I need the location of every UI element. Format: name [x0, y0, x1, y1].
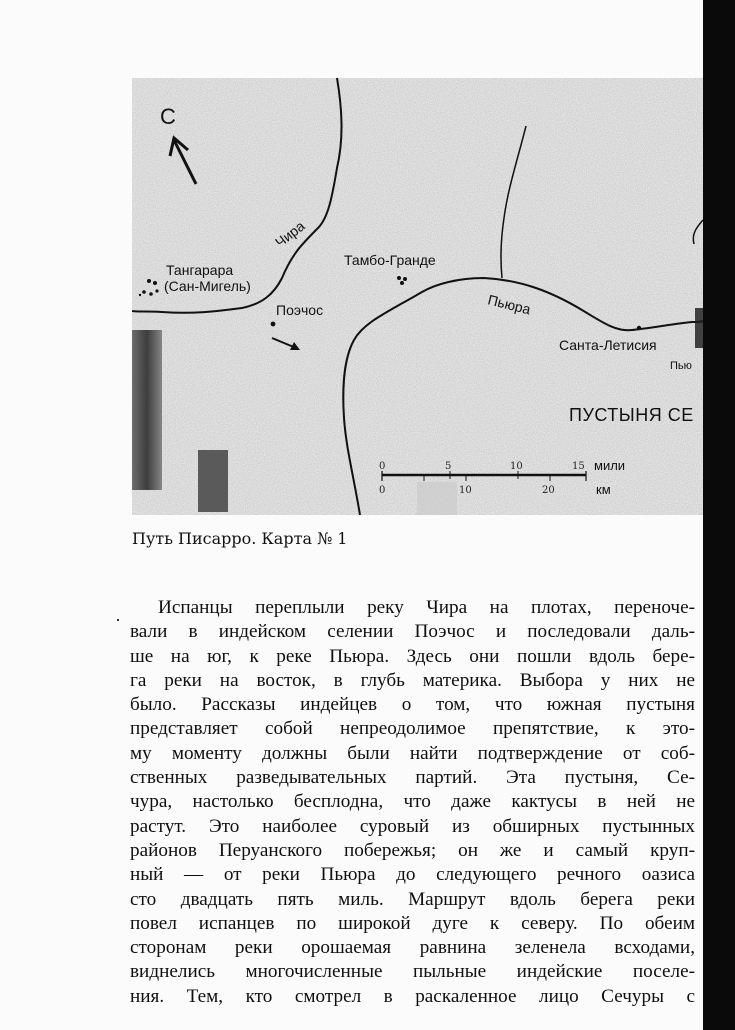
scale-mile-5: 5 [445, 461, 452, 472]
scale-km-20: 20 [542, 485, 555, 496]
scale-mile-15: 15 [572, 461, 585, 472]
paragraph-line: районов Перуанского побережья; он же и самый круп- [130, 839, 695, 861]
place-cut-off-label: Пью [670, 360, 692, 372]
place-tangarara: Тангарара [166, 262, 234, 278]
scan-artifact-left [132, 330, 162, 490]
paragraph-line: повел испанцев по широкой дуге к северу. По обеим [130, 912, 695, 934]
paragraph-line: Испанцы переплыли реку Чира на плотах, переноче- [158, 597, 695, 618]
place-tambo-grande: Тамбо-Гранде [344, 252, 436, 268]
paragraph-line: ственных разведывательных партий. Эта пустыня, Се- [130, 767, 695, 789]
paragraph-line: ния. Тем, кто смотрел в раскаленное лицо Сечуры с [130, 985, 695, 1007]
route-map [132, 78, 703, 515]
scan-speck [117, 619, 119, 621]
santa-leticia-settlement-icon [637, 326, 641, 330]
scan-artifact-right [695, 308, 703, 348]
paragraph-line: ше на юг, к реке Пьюра. Здесь они пошли вдоль бере- [130, 645, 695, 667]
map-canvas [132, 78, 703, 515]
scale-mile-0: 0 [379, 461, 386, 472]
paragraph-line: му моменту должны были найти подтверждение от соб- [130, 742, 695, 764]
north-letter: С [160, 104, 176, 129]
paragraph-line: ный — от реки Пьюра до следующего речного оазиса [130, 864, 695, 886]
paragraph-line: виднелись многочисленные пыльные индейские поселе- [130, 961, 695, 983]
paragraph-line: представляет собой непреодолимое препятствие, к это- [130, 718, 695, 740]
scale-mile-10: 10 [510, 461, 523, 472]
place-poechos: Поэчос [276, 302, 324, 318]
paragraph-line: было. Рассказы индейцев о том, что южная пустыня [130, 694, 695, 716]
scan-artifact-scalebar [417, 482, 457, 515]
map-paper-texture [132, 78, 703, 515]
poechos-settlement-icon [271, 322, 276, 327]
scan-artifact-bottom [198, 450, 228, 512]
desert-sechura-label: ПУСТЫНЯ СЕ [569, 405, 694, 425]
paragraph-line: сто двадцать пять миль. Маршрут вдоль берега реки [130, 888, 695, 910]
place-santa-leticia: Санта-Летисия [559, 337, 657, 353]
paragraph-line: га реки на восток, в глубь материка. Выбора у них не [130, 669, 695, 691]
body-paragraph [130, 596, 695, 1009]
river-piura-label: Пьюра [486, 291, 533, 318]
paragraph-line: сторонам реки орошаемая равнина зеленела всходами, [130, 937, 695, 959]
scale-km-0: 0 [379, 485, 386, 496]
paragraph-line: вали в индейском селении Поэчос и последовали даль- [130, 621, 695, 643]
paragraph-line: растут. Это наиболее суровый из обширных пустынных [130, 815, 695, 837]
scale-unit-km: км [596, 482, 611, 497]
scale-unit-miles: мили [594, 458, 626, 473]
place-tangarara-alt: (Сан-Мигель) [164, 278, 251, 294]
scan-dark-edge [703, 0, 735, 1030]
map-caption: Путь Писарро. Карта № 1 [132, 529, 348, 548]
scale-km-10: 10 [459, 485, 472, 496]
paragraph-line: чура, настолько бесплодна, что даже кактусы в ней не [130, 791, 695, 813]
river-chira-label: Чира [271, 217, 308, 251]
